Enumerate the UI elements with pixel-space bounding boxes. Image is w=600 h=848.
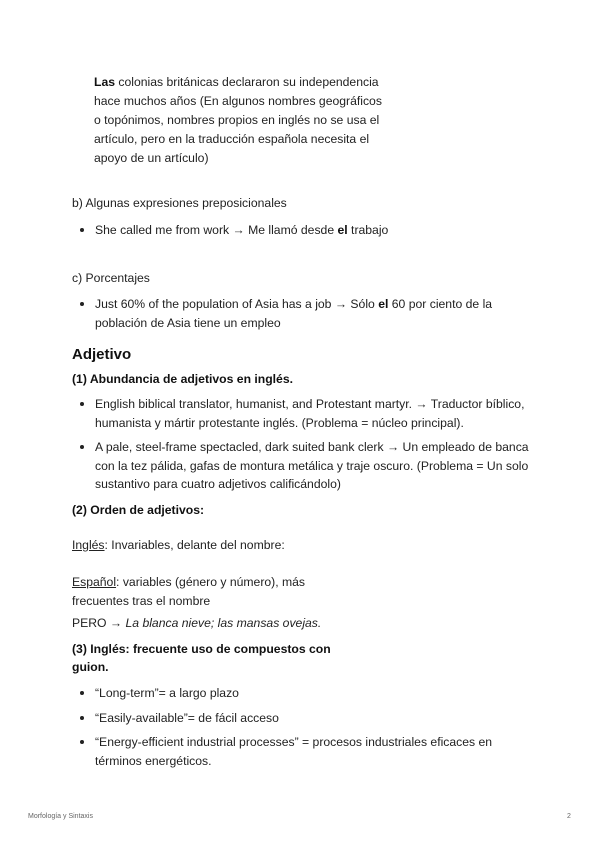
list-item: Just 60% of the population of Asia has a job → Sólo el 60 por ciento de la población de Asia tiene un empleo — [72, 295, 542, 332]
section-c-list — [72, 295, 542, 332]
espanol-line — [72, 573, 322, 611]
ingles-label: Inglés — [72, 538, 105, 552]
footer-title: Morfología y Sintaxis — [28, 813, 93, 820]
section-b-title: b) Algunas expresiones preposicionales — [72, 196, 287, 210]
s1-list — [72, 395, 542, 494]
ingles-line — [72, 538, 285, 552]
espanol-text: : variables (género y número), más frecuentes tras el nombre — [72, 575, 306, 608]
pero-example: La blanca nieve; las mansas ovejas. — [125, 616, 322, 630]
s2-title: (2) Orden de adjetivos: — [72, 503, 205, 517]
section-b-list — [72, 221, 542, 240]
list-item: “Energy-efficient industrial processes” = procesos industriales eficaces en términos energéticos. — [72, 733, 542, 770]
pero-label: PERO → — [72, 616, 126, 630]
list-item: “Long-term”= a largo plazo — [72, 684, 542, 703]
intro-bold: Las — [94, 75, 116, 89]
pero-line — [72, 616, 321, 630]
list-item: She called me from work → Me llamó desde el trabajo — [72, 221, 542, 240]
s3-list — [72, 684, 542, 770]
s1-title: (1) Abundancia de adjetivos en inglés. — [72, 372, 293, 386]
page-number: 2 — [567, 813, 571, 820]
list-item: “Easily-available”= de fácil acceso — [72, 709, 542, 728]
espanol-label: Español — [72, 575, 117, 589]
intro-paragraph — [94, 73, 389, 168]
adjetivo-heading: Adjetivo — [72, 346, 132, 363]
list-item: English biblical translator, humanist, and Protestant martyr. → Traductor bíblico, humanista y mártir protestante inglés. (Problema = núcleo principal). — [72, 395, 542, 432]
list-item: A pale, steel-frame spectacled, dark suited bank clerk → Un empleado de banca con la tez pálida, gafas de montura metálica y traje oscuro. (Problema = Un solo sustantivo para cuatro adjetivos calificándolo) — [72, 438, 542, 494]
section-c-title: c) Porcentajes — [72, 271, 150, 285]
s3-title: (3) Inglés: frecuente uso de compuestos con guion. — [72, 642, 331, 674]
intro-text: colonias británicas declararon su independencia hace muchos años (En algunos nombres geográficos o topónimos, nombres propios en inglés no se usa el artículo, pero en la traducción española necesita el apoyo de un artículo) — [94, 75, 382, 165]
ingles-text: : Invariables, delante del nombre: — [104, 538, 285, 552]
